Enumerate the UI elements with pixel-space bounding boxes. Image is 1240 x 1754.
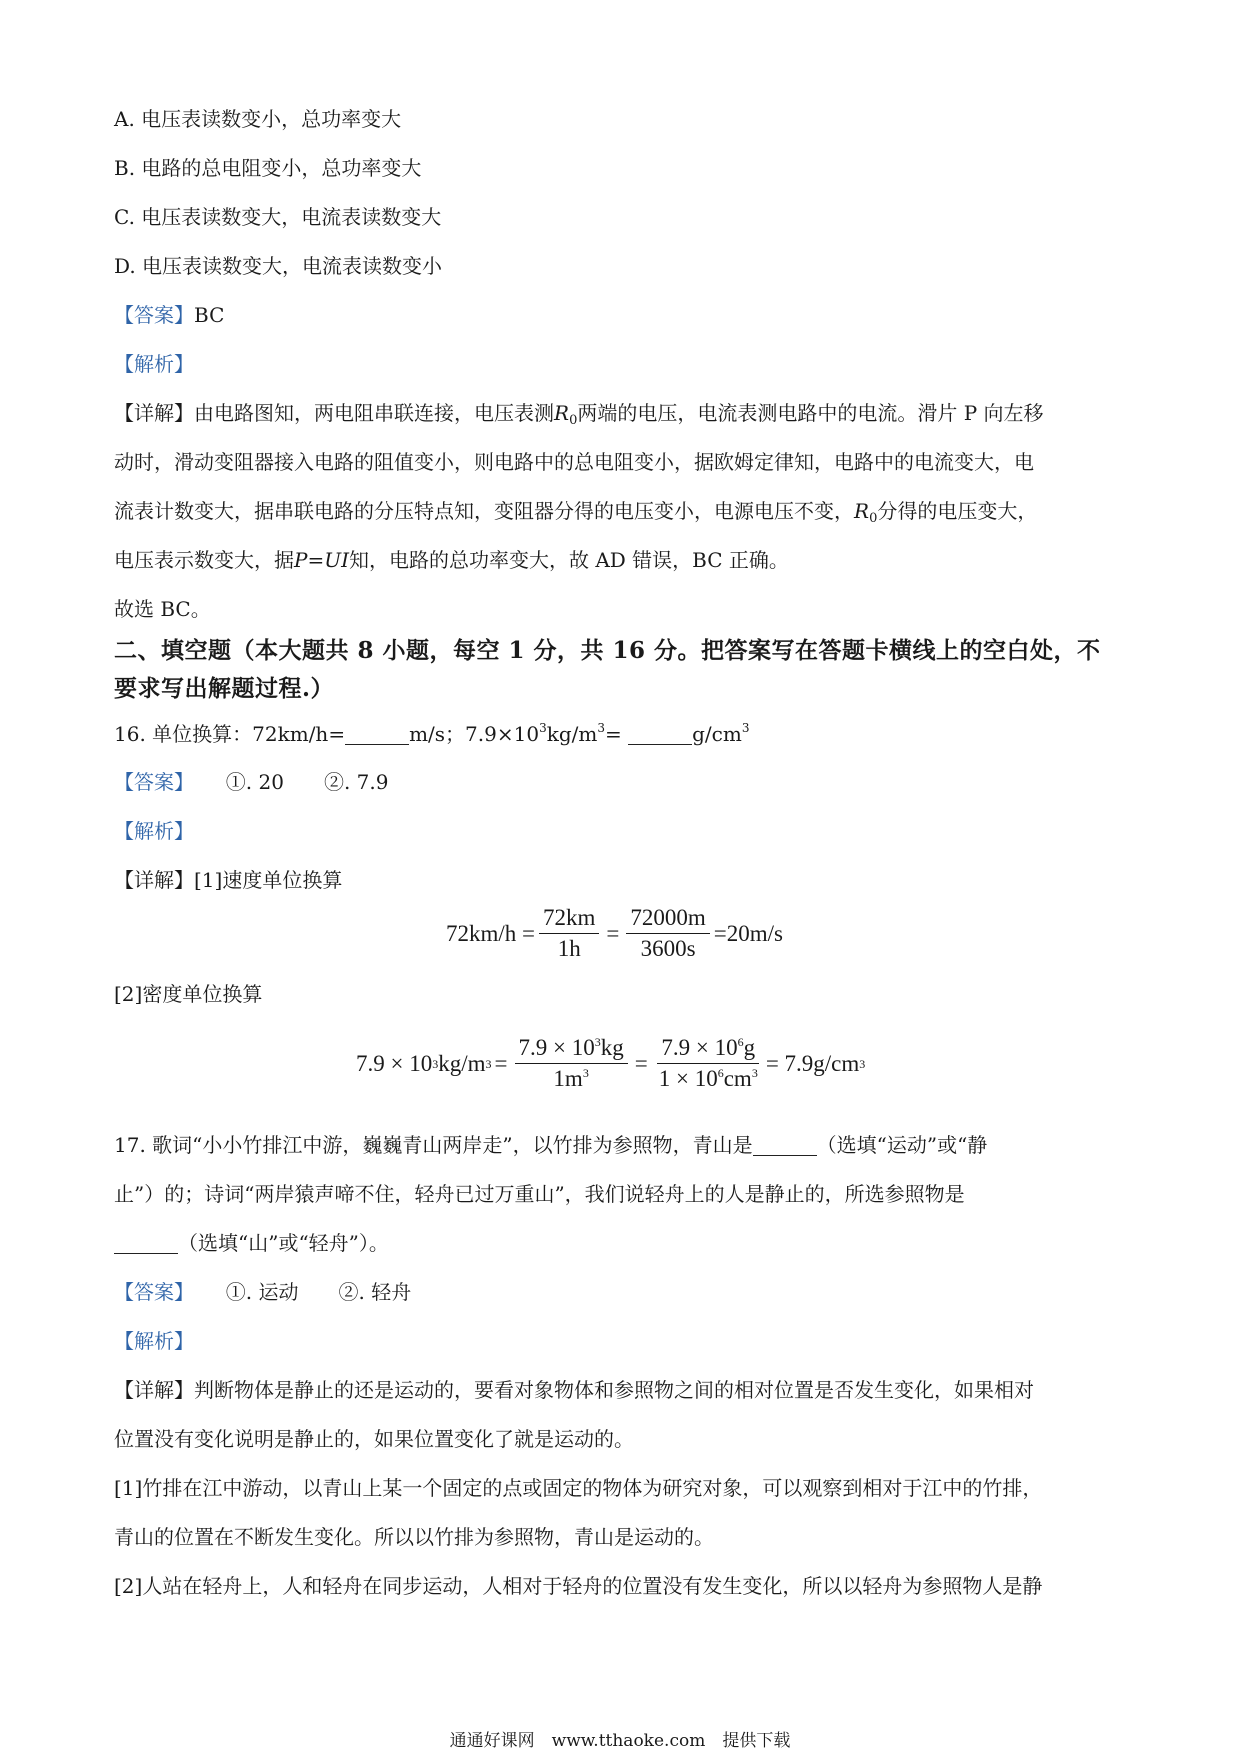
speed-conversion-equation: 72km/h = $\frac{72km}{1h}$ = $\frac{72000m}{3600s}$ =20m/s <box>446 905 783 961</box>
fraction: $\frac{72000m}{3600s}$ <box>626 905 709 962</box>
detail-tag: 【详解】 <box>114 868 194 892</box>
q17-question-line-3: （选填“山”或“轻舟”）。 <box>114 1229 389 1257</box>
answer-value: ①. 运动 ②. 轻舟 <box>225 1280 412 1304</box>
q15-detail-line-3: 流表计数变大，据串联电路的分压特点知，变阻器分得的电压变小，电源电压不变，$R_0$分得的电压变大， <box>114 499 1038 526</box>
detail-tag: 【详解】 <box>114 401 194 425</box>
section-heading-line-1: 二、填空题（本大题共 8 小题，每空 1 分，共 16 分。把答案写在答题卡横线上的空白处，不 <box>114 637 1101 664</box>
detail-tag: 【详解】 <box>114 1378 194 1402</box>
fraction: $\frac{72km}{1h}$ <box>539 905 599 962</box>
q17-question-line-2: 止”）的；诗词“两岸猿声啼不住，轻舟已过万重山”，我们说轻舟上的人是静止的，所选参照物是 <box>114 1182 965 1206</box>
option-c: C. 电压表读数变大，电流表读数变大 <box>114 205 442 229</box>
q15-conclusion: 故选 BC。 <box>114 597 211 621</box>
q17-question-line-1: 17. 歌词“小小竹排江中游，巍巍青山两岸走”，以竹排为参照物，青山是 （选填“运动”或“静 <box>114 1133 988 1157</box>
analysis-tag: 【解析】 <box>114 352 194 376</box>
option-d: D. 电压表读数变大，电流表读数变小 <box>114 254 443 278</box>
q15-detail-line-1: 【详解】由电路图知，两电阻串联连接，电压表测$R_0$两端的电压，电流表测电路中的电流。滑片 P 向左移 <box>114 401 1044 428</box>
q16-question: 16. 单位换算：72km/h= m/s；$7.9\times 10^3kg/m^3= g/cm^3$ <box>114 721 750 746</box>
page-footer: 通通好课网 www.tthaoke.com 提供下载 <box>449 1731 791 1751</box>
power-formula: P=UI <box>294 548 349 572</box>
q17-detail-line-5: [2]人站在轻舟上，人和轻舟在同步运动，人相对于轻舟的位置没有发生变化，所以以轻舟为参照物人是静 <box>114 1574 1043 1598</box>
resistor-symbol: R <box>854 499 870 523</box>
answer-tag: 【答案】 <box>114 303 194 327</box>
q17-detail-line-2: 位置没有变化说明是静止的，如果位置变化了就是运动的。 <box>114 1427 634 1451</box>
q17-answer-line <box>114 1278 411 1306</box>
answer-tag: 【答案】 <box>114 770 194 794</box>
answer-tag: 【答案】 <box>114 1280 194 1304</box>
answer-blank <box>753 1135 817 1156</box>
answer-value: ①. 20 ②. 7.9 <box>225 770 389 794</box>
answer-blank <box>114 1233 178 1254</box>
answer-blank <box>345 724 409 745</box>
q17-detail-line-3: [1]竹排在江中游动，以青山上某一个固定的点或固定的物体为研究对象，可以观察到相对于江中的竹排， <box>114 1476 1043 1500</box>
q17-detail-line-1: 【详解】判断物体是静止的还是运动的，要看对象物体和参照物之间的相对位置是否发生变化，如果相对 <box>114 1378 1034 1402</box>
analysis-tag: 【解析】 <box>114 1329 194 1353</box>
answer-blank <box>628 724 692 745</box>
q15-detail-line-4: 电压表示数变大，据P=UI知，电路的总功率变大，故 AD 错误，BC 正确。 <box>114 548 789 572</box>
q15-answer-line <box>114 301 224 329</box>
fraction: $\frac{7.9 \times 10^3kg}{1m^3}$ <box>515 1035 628 1092</box>
resistor-symbol: R <box>554 401 570 425</box>
option-b: B. 电路的总电阻变小，总功率变大 <box>114 156 422 180</box>
answer-value: BC <box>194 303 225 327</box>
analysis-tag: 【解析】 <box>114 819 194 843</box>
fraction: $\frac{7.9 \times 10^6g}{1 \times 10^6cm^3}$ <box>658 1035 758 1091</box>
q16-detail-line-2: [2]密度单位换算 <box>114 982 263 1006</box>
density-conversion-equation: 7.9 × 10 3 kg/m 3 = $\frac{7.9 \times 10^3kg}{1m^3}$ = $\frac{7.9 \times 10^6g}{1 \times 10^6cm^3}$ = 7.9g/cm 3 <box>356 1035 866 1091</box>
option-a: A. 电压表读数变小，总功率变大 <box>114 107 402 131</box>
section-heading-line-2: 要求写出解题过程.） <box>114 675 335 702</box>
q16-answer-line <box>114 768 388 796</box>
q15-detail-line-2: 动时，滑动变阻器接入电路的阻值变小，则电路中的总电阻变小，据欧姆定律知，电路中的电流变大，电 <box>114 450 1034 474</box>
q16-detail-line-1: 【详解】[1]速度单位换算 <box>114 868 343 892</box>
q17-detail-line-4: 青山的位置在不断发生变化。所以以竹排为参照物，青山是运动的。 <box>114 1525 714 1549</box>
